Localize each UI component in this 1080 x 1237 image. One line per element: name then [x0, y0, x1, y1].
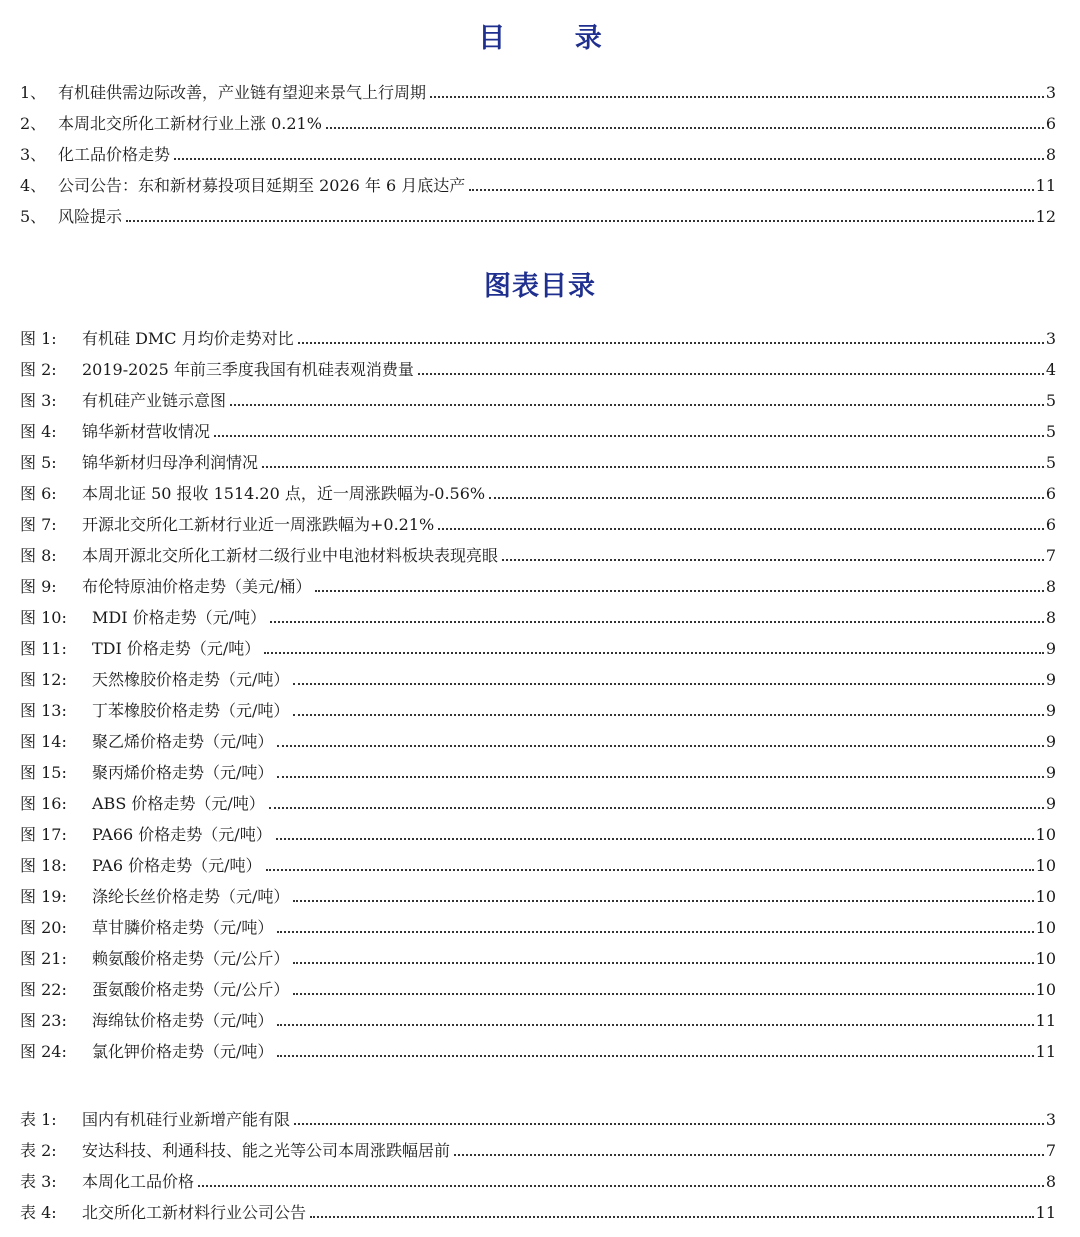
- figure-entry-4[interactable]: [20, 411, 1056, 442]
- figure-entry-page: 9: [1045, 701, 1056, 720]
- figure-entry-number: 图 5:: [20, 453, 57, 472]
- toc-entry-number: 4、: [20, 176, 47, 195]
- figure-entry-page: 5: [1045, 453, 1056, 472]
- figure-entry-number: 图 13:: [20, 701, 67, 720]
- figure-list-heading: 图表目录: [484, 271, 596, 302]
- figure-entry-number: 图 12:: [20, 670, 67, 689]
- figure-entry-page: 4: [1045, 360, 1056, 379]
- dot-leader: [502, 558, 1044, 561]
- figure-entry-page: 10: [1035, 918, 1056, 937]
- figure-entry-number: 图 4:: [20, 422, 57, 441]
- figure-entry-page: 10: [1035, 825, 1056, 844]
- figure-entry-page: 9: [1045, 794, 1056, 813]
- figure-entry-title: 2019-2025 年前三季度我国有机硅表观消费量: [82, 360, 414, 379]
- figure-entry-number: 图 16:: [20, 794, 67, 813]
- toc-entry-3[interactable]: [20, 134, 1056, 165]
- figure-entry-title: 草甘膦价格走势（元/吨）: [92, 918, 274, 937]
- figure-entry-12[interactable]: [20, 659, 1056, 690]
- toc-entry-4[interactable]: [20, 165, 1056, 196]
- dot-leader: [294, 1122, 1044, 1125]
- toc-entry-page: 8: [1045, 145, 1056, 164]
- toc-entry-number: 3、: [20, 145, 47, 164]
- dot-leader: [126, 219, 1034, 222]
- figure-entry-title: PA66 价格走势（元/吨）: [92, 825, 272, 844]
- figure-entry-number: 图 19:: [20, 887, 67, 906]
- figure-entry-title: TDI 价格走势（元/吨）: [92, 639, 261, 658]
- dot-leader: [174, 157, 1044, 160]
- dot-leader: [262, 465, 1044, 468]
- toc-entry-2[interactable]: [20, 103, 1056, 134]
- figure-entry-15[interactable]: [20, 752, 1056, 783]
- figure-entry-page: 5: [1045, 422, 1056, 441]
- toc-entry-5[interactable]: [20, 196, 1056, 227]
- dot-leader: [276, 837, 1034, 840]
- dot-leader: [469, 188, 1033, 191]
- toc-entry-page: 11: [1035, 176, 1056, 195]
- dot-leader: [293, 961, 1033, 964]
- figure-entry-9[interactable]: [20, 566, 1056, 597]
- figure-entry-title: 有机硅 DMC 月均价走势对比: [82, 329, 294, 348]
- figure-entry-number: 图 7:: [20, 515, 57, 534]
- figure-entry-16[interactable]: [20, 783, 1056, 814]
- figure-entry-page: 10: [1035, 980, 1056, 999]
- table-entry-number: 表 3:: [20, 1172, 57, 1191]
- toc-entry-page: 12: [1035, 207, 1056, 226]
- figure-entry-number: 图 1:: [20, 329, 57, 348]
- figure-entry-page: 9: [1045, 639, 1056, 658]
- dot-leader: [310, 1215, 1034, 1218]
- table-entry-page: 3: [1045, 1110, 1056, 1129]
- toc-heading: 目 录: [478, 23, 632, 54]
- figure-entry-title: 本周北证 50 报收 1514.20 点，近一周涨跌幅为-0.56%: [82, 484, 486, 503]
- dot-leader: [293, 899, 1033, 902]
- table-entry-page: 11: [1035, 1203, 1056, 1222]
- figure-entry-title: 聚丙烯价格走势（元/吨）: [92, 763, 274, 782]
- figure-entry-1[interactable]: [20, 318, 1056, 349]
- figure-entry-page: 9: [1045, 763, 1056, 782]
- figure-entry-title: 丁苯橡胶价格走势（元/吨）: [92, 701, 290, 720]
- figure-entry-number: 图 14:: [20, 732, 67, 751]
- figure-entry-title: 蛋氨酸价格走势（元/公斤）: [92, 980, 290, 999]
- dot-leader: [454, 1153, 1044, 1156]
- dot-leader: [269, 806, 1044, 809]
- dot-leader: [326, 126, 1044, 129]
- figure-entry-title: 锦华新材营收情况: [82, 422, 211, 441]
- figure-entry-page: 3: [1045, 329, 1056, 348]
- dot-leader: [198, 1184, 1044, 1187]
- table-entry-page: 8: [1045, 1172, 1056, 1191]
- table-entry-3[interactable]: [20, 1161, 1056, 1192]
- figure-entry-number: 图 11:: [20, 639, 67, 658]
- table-list: [20, 1099, 1056, 1223]
- figure-entry-13[interactable]: [20, 690, 1056, 721]
- figure-entry-17[interactable]: [20, 814, 1056, 845]
- figure-entry-title: 本周开源北交所化工新材二级行业中电池材料板块表现亮眼: [82, 546, 499, 565]
- figure-entry-title: PA6 价格走势（元/吨）: [92, 856, 262, 875]
- dot-leader: [214, 434, 1044, 437]
- toc-list: [20, 72, 1056, 227]
- figure-entry-page: 11: [1035, 1011, 1056, 1030]
- figure-entry-18[interactable]: [20, 845, 1056, 876]
- dot-leader: [270, 620, 1044, 623]
- toc-entry-number: 1、: [20, 83, 47, 102]
- figure-entry-page: 11: [1035, 1042, 1056, 1061]
- dot-leader: [277, 930, 1033, 933]
- figure-entry-title: 氯化钾价格走势（元/吨）: [92, 1042, 274, 1061]
- table-entry-page: 7: [1045, 1141, 1056, 1160]
- toc-entry-title: 化工品价格走势: [58, 145, 171, 164]
- figure-entry-title: 天然橡胶价格走势（元/吨）: [92, 670, 290, 689]
- figure-entry-number: 图 21:: [20, 949, 67, 968]
- table-entry-1[interactable]: [20, 1099, 1056, 1130]
- figure-entry-page: 10: [1035, 949, 1056, 968]
- figure-entry-page: 9: [1045, 732, 1056, 751]
- figure-entry-14[interactable]: [20, 721, 1056, 752]
- figure-entry-22[interactable]: [20, 969, 1056, 1000]
- toc-entry-page: 3: [1045, 83, 1056, 102]
- figure-entry-page: 5: [1045, 391, 1056, 410]
- figure-entry-10[interactable]: [20, 597, 1056, 628]
- dot-leader: [266, 868, 1034, 871]
- figure-entry-page: 6: [1045, 484, 1056, 503]
- toc-entry-page: 6: [1045, 114, 1056, 133]
- figure-entry-page: 8: [1045, 608, 1056, 627]
- figure-entry-3[interactable]: [20, 380, 1056, 411]
- figure-entry-number: 图 23:: [20, 1011, 67, 1030]
- figure-entry-title: ABS 价格走势（元/吨）: [92, 794, 265, 813]
- figure-entry-23[interactable]: [20, 1000, 1056, 1031]
- table-entry-title: 国内有机硅行业新增产能有限: [82, 1110, 291, 1129]
- figure-entry-2[interactable]: [20, 349, 1056, 380]
- dot-leader: [430, 95, 1044, 98]
- figure-entry-title: 布伦特原油价格走势（美元/桶）: [82, 577, 312, 596]
- figure-entry-number: 图 20:: [20, 918, 67, 937]
- toc-entry-number: 5、: [20, 207, 47, 226]
- figure-entry-number: 图 18:: [20, 856, 67, 875]
- dot-leader: [298, 341, 1044, 344]
- figure-entry-title: 有机硅产业链示意图: [82, 391, 227, 410]
- dot-leader: [315, 589, 1043, 592]
- dot-leader: [293, 682, 1043, 685]
- figure-entry-number: 图 24:: [20, 1042, 67, 1061]
- figure-entry-title: 涤纶长丝价格走势（元/吨）: [92, 887, 290, 906]
- figure-entry-number: 图 6:: [20, 484, 57, 503]
- figure-entry-number: 图 10:: [20, 608, 67, 627]
- figure-entry-title: 海绵钛价格走势（元/吨）: [92, 1011, 274, 1030]
- figure-entry-8[interactable]: [20, 535, 1056, 566]
- figure-entry-page: 10: [1035, 887, 1056, 906]
- figure-entry-24[interactable]: [20, 1031, 1056, 1062]
- figure-entry-20[interactable]: [20, 907, 1056, 938]
- table-entry-number: 表 2:: [20, 1141, 57, 1160]
- figure-entry-number: 图 8:: [20, 546, 57, 565]
- dot-leader: [489, 496, 1044, 499]
- toc-entry-number: 2、: [20, 114, 47, 133]
- dot-leader: [293, 992, 1033, 995]
- figure-entry-11[interactable]: [20, 628, 1056, 659]
- table-entry-4[interactable]: [20, 1192, 1056, 1223]
- toc-entry-title: 有机硅供需边际改善，产业链有望迎来景气上行周期: [58, 83, 427, 102]
- figure-entry-21[interactable]: [20, 938, 1056, 969]
- figure-entry-page: 10: [1035, 856, 1056, 875]
- table-entry-number: 表 1:: [20, 1110, 57, 1129]
- toc-entry-title: 公司公告：东和新材募投项目延期至 2026 年 6 月底达产: [58, 176, 466, 195]
- figure-entry-page: 6: [1045, 515, 1056, 534]
- figure-entry-title: MDI 价格走势（元/吨）: [92, 608, 267, 627]
- figure-entry-5[interactable]: [20, 442, 1056, 473]
- table-entry-title: 安达科技、利通科技、能之光等公司本周涨跌幅居前: [82, 1141, 451, 1160]
- figure-entry-number: 图 22:: [20, 980, 67, 999]
- dot-leader: [277, 775, 1043, 778]
- dot-leader: [264, 651, 1044, 654]
- figure-entry-page: 8: [1045, 577, 1056, 596]
- figure-entry-number: 图 9:: [20, 577, 57, 596]
- dot-leader: [277, 744, 1043, 747]
- figure-entry-number: 图 17:: [20, 825, 67, 844]
- table-entry-2[interactable]: [20, 1130, 1056, 1161]
- dot-leader: [293, 713, 1043, 716]
- table-entry-title: 北交所化工新材料行业公司公告: [82, 1203, 307, 1222]
- toc-entry-title: 风险提示: [58, 207, 123, 226]
- table-entry-title: 本周化工品价格: [82, 1172, 195, 1191]
- figure-entry-7[interactable]: [20, 504, 1056, 535]
- figure-entry-number: 图 2:: [20, 360, 57, 379]
- figure-entry-6[interactable]: [20, 473, 1056, 504]
- figure-entry-title: 聚乙烯价格走势（元/吨）: [92, 732, 274, 751]
- figure-entry-page: 7: [1045, 546, 1056, 565]
- figure-entry-title: 开源北交所化工新材行业近一周涨跌幅为+0.21%: [82, 515, 435, 534]
- toc-entry-1[interactable]: [20, 72, 1056, 103]
- dot-leader: [438, 527, 1044, 530]
- toc-entry-title: 本周北交所化工新材行业上涨 0.21%: [58, 114, 322, 133]
- figure-entry-title: 赖氨酸价格走势（元/公斤）: [92, 949, 290, 968]
- table-entry-number: 表 4:: [20, 1203, 57, 1222]
- dot-leader: [418, 372, 1044, 375]
- figure-entry-number: 图 3:: [20, 391, 57, 410]
- dot-leader: [277, 1054, 1033, 1057]
- figure-list: [20, 318, 1056, 1062]
- dot-leader: [230, 403, 1044, 406]
- figure-entry-number: 图 15:: [20, 763, 67, 782]
- figure-entry-title: 锦华新材归母净利润情况: [82, 453, 259, 472]
- figure-entry-page: 9: [1045, 670, 1056, 689]
- dot-leader: [277, 1023, 1033, 1026]
- figure-entry-19[interactable]: [20, 876, 1056, 907]
